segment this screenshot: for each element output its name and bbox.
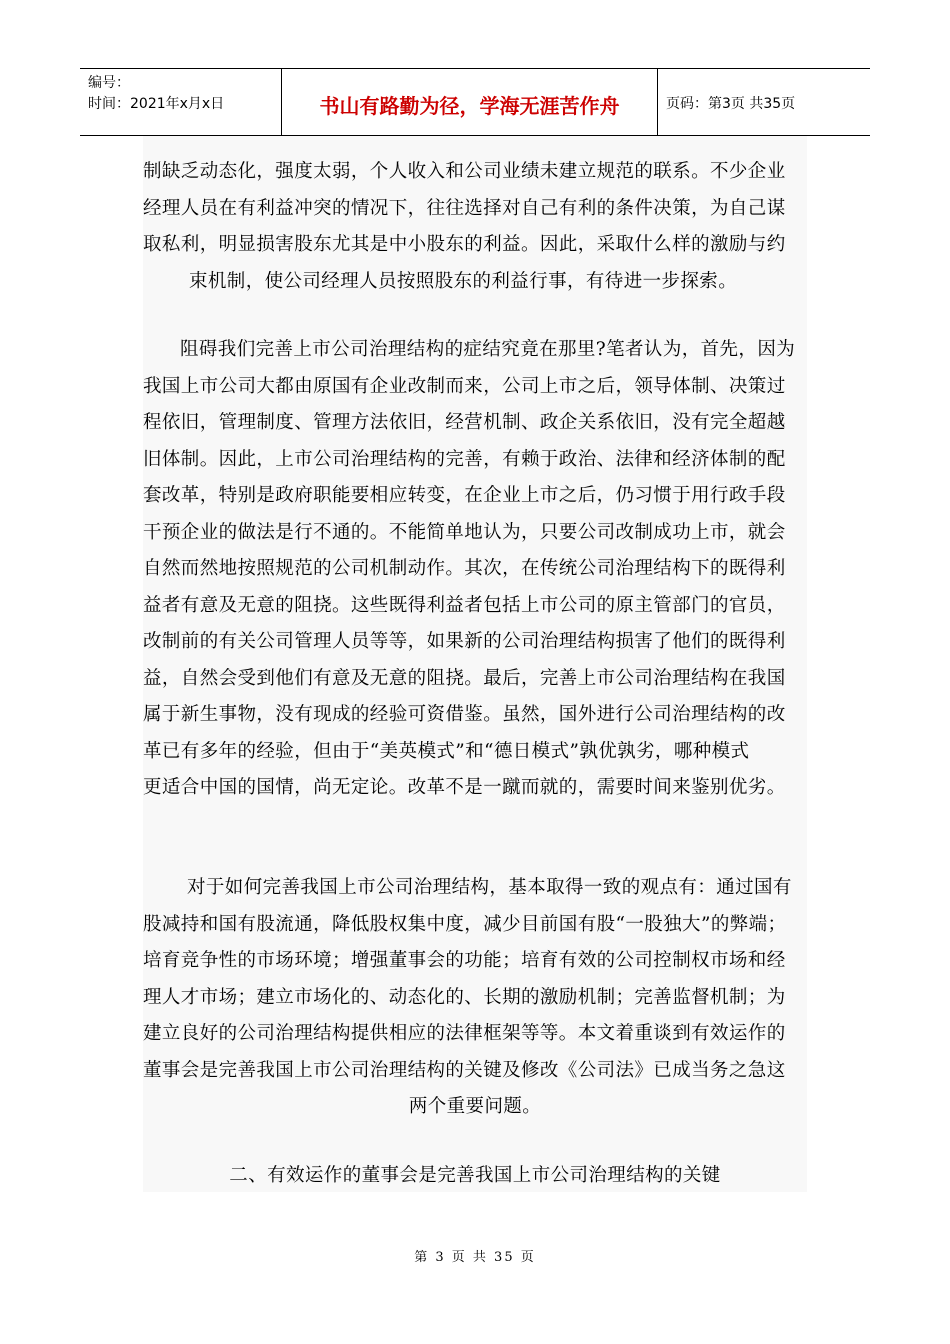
text-line: 取私利，明显损害股东尤其是中小股东的利益。因此，采取什么样的激励与约 [143,234,786,255]
text-line: 自然而然地按照规范的公司机制动作。其次，在传统公司治理结构下的既得利 [143,558,786,579]
text-line: 阻碍我们完善上市公司治理结构的症结究竟在那里?笔者认为，首先，因为 [180,339,796,360]
text-line: 束机制，使公司经理人员按照股东的利益行事，有待进一步探索。 [189,270,738,292]
text-line: 改制前的有关公司管理人员等等，如果新的公司治理结构损害了他们的既得利 [143,631,786,652]
paragraph-1 [143,154,807,300]
text-line: 培育竞争性的市场环境；增强董事会的功能；培育有效的公司控制权市场和经 [143,950,786,971]
text-line: 董事会是完善我国上市公司治理结构的关键及修改《公司法》已成当务之急这 [143,1059,786,1081]
text-line: 旧体制。因此，上市公司治理结构的完善，有赖于政治、法律和经济体制的配 [143,448,786,470]
section-heading-text: 二、有效运作的董事会是完善我国上市公司治理结构的关键 [229,1165,721,1186]
text-line: 益，自然会受到他们有意及无意的阻挠。最后，完善上市公司治理结构在我国 [143,667,786,689]
header-page-info: 页码：第3页 共35页 [666,96,796,112]
text-line: 程依旧，管理制度、管理方法依旧，经营机制、政企关系依旧，没有完全超越 [143,412,786,433]
text-line: 两个重要问题。 [408,1096,542,1117]
text-line: 制缺乏动态化，强度太弱，个人收入和公司业绩未建立规范的联系。不少企业 [143,161,786,182]
document-header [80,68,870,136]
text-line: 股减持和国有股流通，降低股权集中度，减少目前国有股“一股独大”的弊端； [143,913,787,935]
document-number-label: 编号： [88,75,130,91]
text-line: 套改革，特别是政府职能要相应转变，在企业上市之后，仍习惯于用行政手段 [143,485,786,506]
text-line: 属于新生事物，没有现成的经验可资借鉴。虽然，国外进行公司治理结构的改 [143,704,786,725]
header-motto: 书山有路勤为径，学海无涯苦作舟 [282,69,658,135]
section-heading [143,1158,807,1195]
document-date-label: 时间：2021年x月x日 [88,96,225,112]
page-footer: 第 3 页 共 35 页 [414,1250,536,1265]
text-line: 对于如何完善我国上市公司治理结构，基本取得一致的观点有：通过国有 [187,877,792,898]
text-line: 干预企业的做法是行不通的。不能简单地认为，只要公司改制成功上市，就会 [143,521,786,543]
paragraph-2 [143,332,807,807]
text-line: 益者有意及无意的阻挠。这些既得利益者包括上市公司的原主管部门的官员， [143,594,786,616]
text-line: 经理人员在有利益冲突的情况下，往往选择对自己有利的条件决策，为自己谋 [143,197,786,219]
paragraph-3 [143,870,807,1126]
text-line: 革已有多年的经验，但由于“美英模式”和“德日模式”孰优孰劣，哪种模式 [143,740,750,762]
text-line: 我国上市公司大都由原国有企业改制而来，公司上市之后，领导体制、决策过 [143,375,786,397]
document-body [143,136,807,1192]
text-line: 理人才市场；建立市场化的、动态化的、长期的激励机制；完善监督机制；为 [143,986,786,1008]
header-meta-cell [80,69,282,135]
text-line: 建立良好的公司治理结构提供相应的法律框架等等。本文着重谈到有效运作的 [143,1023,786,1044]
text-line: 更适合中国的国情，尚无定论。改革不是一蹴而就的，需要时间来鉴别优劣。 [143,777,786,798]
